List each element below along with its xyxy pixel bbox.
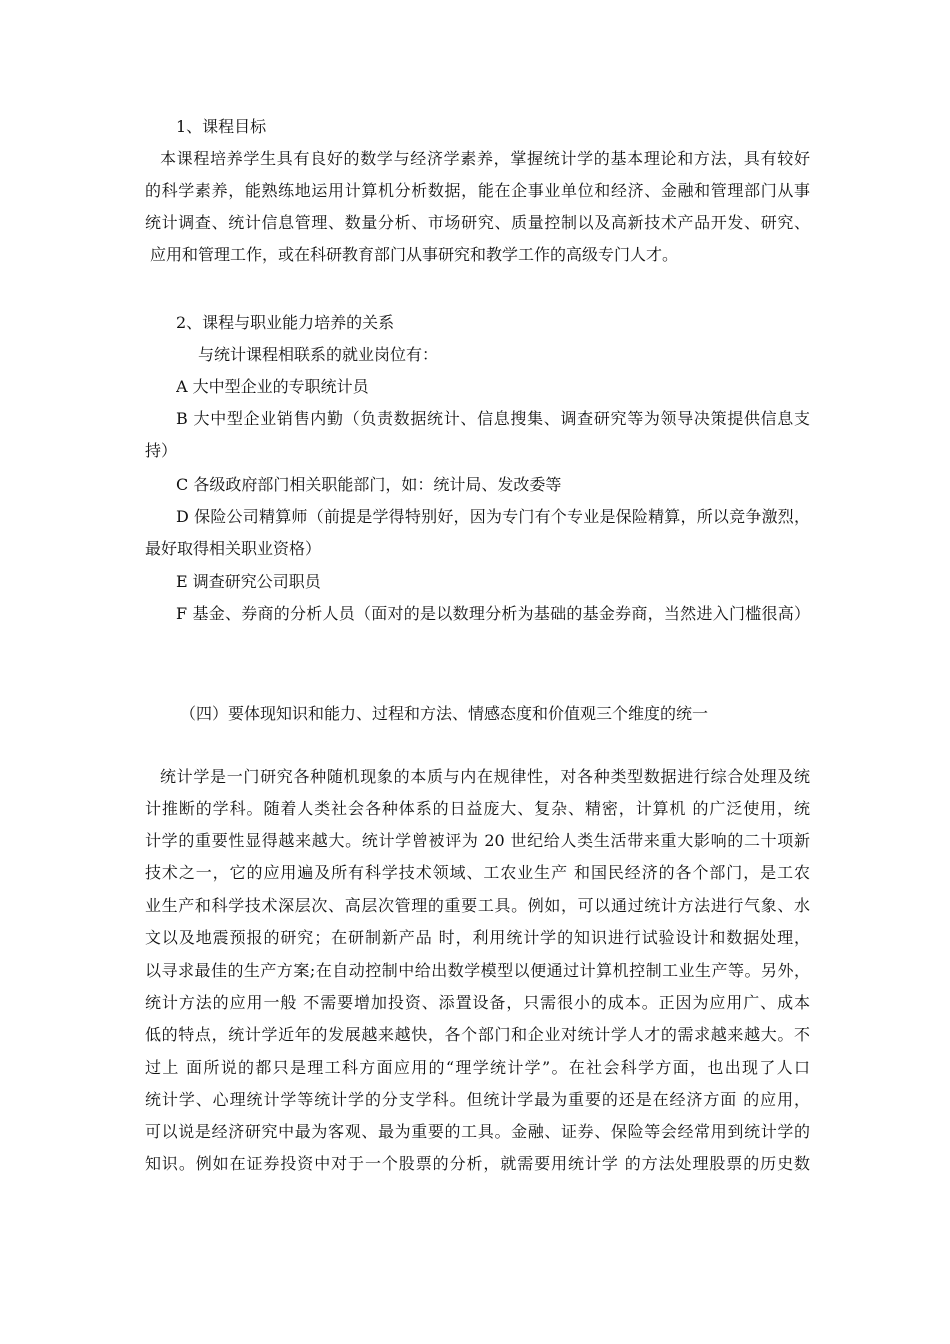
list-item: A 大中型企业的专职统计员 [176,377,369,396]
list-item-continuation: 最好取得相关职业资格） [145,539,322,558]
paragraph-line: 业生产和科学技术深层次、高层次管理的重要工具。例如，可以通过统计方法进行气象、水 [145,896,810,915]
paragraph-line: 统计调查、统计信息管理、数量分析、市场研究、质量控制以及高新技术产品开发、研究、 [145,213,810,232]
paragraph-line: 本课程培养学生具有良好的数学与经济学素养，掌握统计学的基本理论和方法，具有较好 [160,149,810,168]
paragraph-line: 过上 面所说的都只是理工科方面应用的“理学统计学”。在社会科学方面，也出现了人口 [145,1058,810,1077]
section1-heading: 1、课程目标 [176,117,267,136]
list-item-continuation: 持） [145,441,178,460]
paragraph-line: 文以及地震预报的研究；在研制新产品 时，利用统计学的知识进行试验设计和数据处理， [145,928,810,947]
paragraph-line: 技术之一，它的应用遍及所有科学技术领域、工农业生产 和国民经济的各个部门，是工农 [145,863,810,882]
section2-intro: 与统计课程相联系的就业岗位有： [198,345,439,364]
paragraph-line: 计学的重要性显得越来越大。统计学曾被评为 20 世纪给人类生活带来重大影响的二十项新 [145,831,810,850]
paragraph-line: 统计方法的应用一般 不需要增加投资、添置设备，只需很小的成本。正因为应用广、成本 [145,993,810,1012]
paragraph-line: 计推断的学科。随着人类社会各种体系的日益庞大、复杂、精密，计算机 的广泛使用，统 [145,799,810,818]
list-item: E 调查研究公司职员 [176,572,321,591]
paragraph-line: 知识。例如在证券投资中对于一个股票的分析，就需要用统计学 的方法处理股票的历史数 [145,1154,810,1173]
paragraph-line: 的科学素养，能熟练地运用计算机分析数据，能在企事业单位和经济、金融和管理部门从事 [145,181,810,200]
section2-heading: 2、课程与职业能力培养的关系 [176,313,395,332]
paragraph-line: 以寻求最佳的生产方案;在自动控制中给出数学模型以便通过计算机控制工业生产等。另外， [145,961,810,980]
paragraph-line: 统计学、心理统计学等统计学的分支学科。但统计学最为重要的还是在经济方面 的应用， [145,1090,810,1109]
list-item: F 基金、券商的分析人员（面对的是以数理分析为基础的基金券商，当然进入门槛很高） [176,604,810,623]
section4-heading: （四）要体现知识和能力、过程和方法、情感态度和价值观三个维度的统一 [180,704,709,723]
paragraph-line: 统计学是一门研究各种随机现象的本质与内在规律性，对各种类型数据进行综合处理及统 [160,767,810,786]
list-item: D 保险公司精算师（前提是学得特别好，因为专门有个专业是保险精算，所以竞争激烈， [176,507,810,526]
list-item: B 大中型企业销售内勤（负责数据统计、信息搜集、调查研究等为领导决策提供信息支 [176,409,810,428]
paragraph-line: 低的特点，统计学近年的发展越来越快，各个部门和企业对统计学人才的需求越来越大。不 [145,1025,810,1044]
paragraph-line: 可以说是经济研究中最为客观、最为重要的工具。金融、证券、保险等会经常用到统计学的 [145,1122,810,1141]
list-item: C 各级政府部门相关职能部门，如：统计局、发改委等 [176,475,562,494]
paragraph-line: 应用和管理工作，或在科研教育部门从事研究和教学工作的高级专门人才。 [150,245,679,264]
